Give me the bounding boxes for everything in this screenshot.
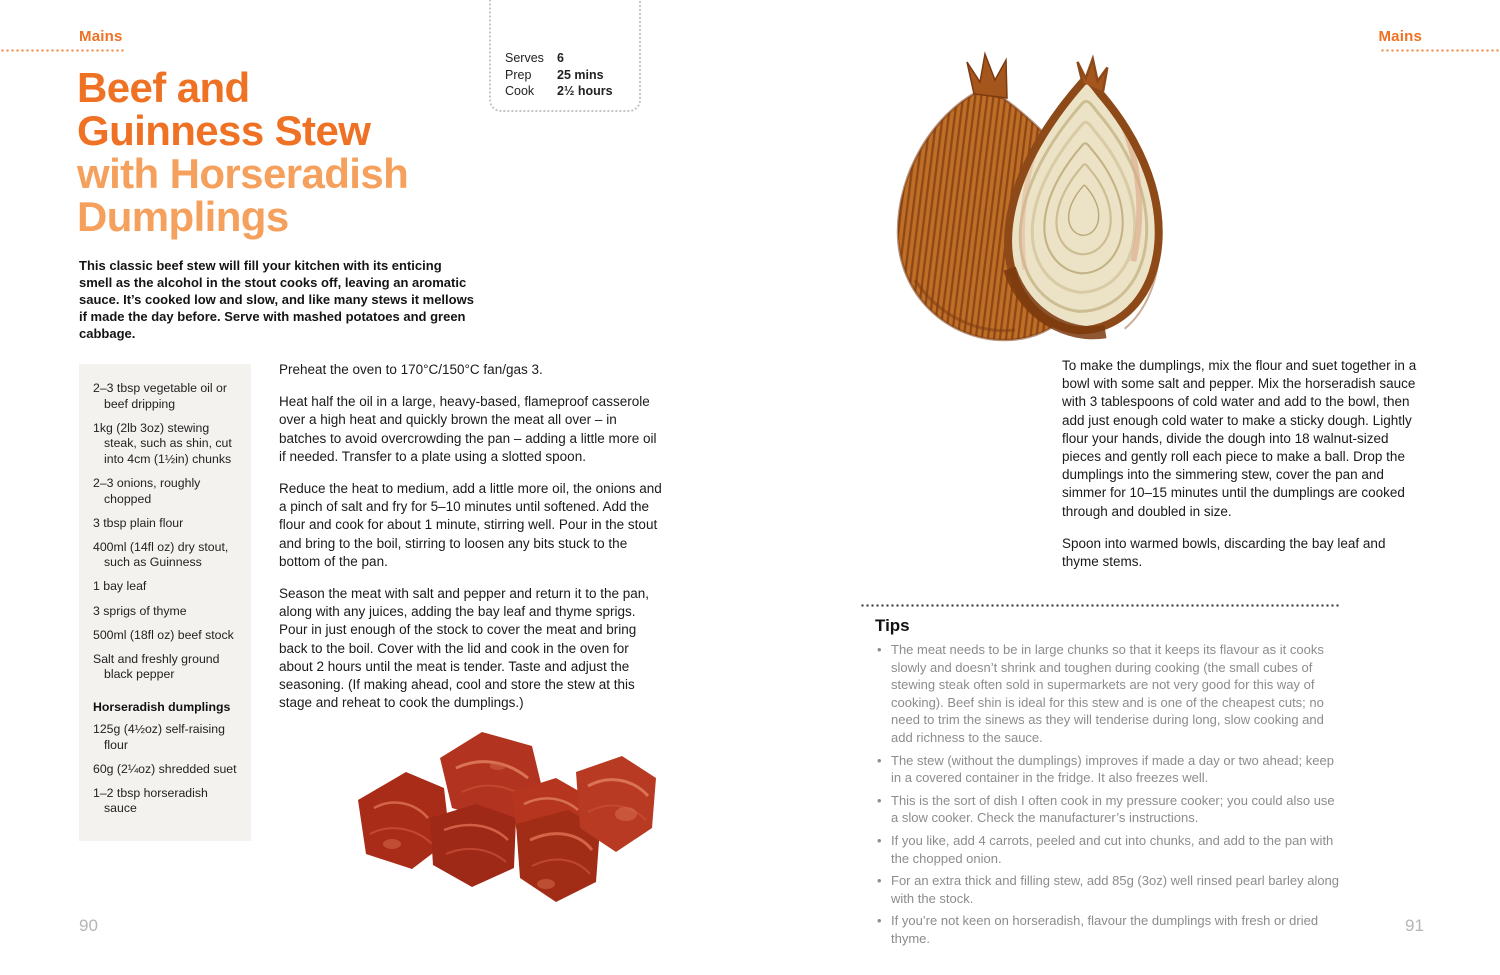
prep-label: Prep — [505, 67, 532, 82]
ingredient-item: 125g (4½oz) self-raising flour — [93, 721, 225, 752]
meta-row-serves — [505, 50, 639, 67]
title-line-2: Guinness Stew — [77, 107, 371, 154]
serves-value: 6 — [557, 51, 564, 65]
left-page-number: 90 — [79, 916, 98, 935]
tip-item: • The meat needs to be in large chunks so that it keeps its flavour as it cooks slowly and doesn’t shrink and toughen during cooking (the small cubes of stewing steak often sold in supermarkets are not very good for this way of cooking). Beef shin is ideal for this stew and is one of the cheapest cuts; no need to trim the sinews as they will tenderise during long, slow cooking and add richness to the sauce. — [875, 641, 1343, 747]
onion-illustration — [865, 50, 1185, 345]
tip-item: • For an extra thick and filling stew, add 85g (3oz) well rinsed pearl barley along with the stock. — [875, 872, 1343, 907]
recipe-intro: This classic beef stew will fill your kitchen with its enticing smell as the alcohol in the stout cooks off, leaving an aromatic sauce. It’s cooked low and slow, and like many stews it mellows if made the day before. Serve with mashed potatoes and green cabbage. — [79, 258, 474, 341]
title-line-1: Beef and — [77, 64, 250, 111]
dumpling-ingredients-list — [93, 722, 241, 817]
ingredient-item: 60g (2¼oz) shredded suet — [93, 761, 237, 776]
beef-chunks-illustration — [330, 722, 660, 912]
beef-chunk — [430, 804, 516, 887]
ingredient-item: 3 tbsp plain flour — [93, 515, 184, 530]
serves-label: Serves — [505, 51, 544, 65]
ingredients-list — [93, 381, 241, 683]
prep-value: 25 mins — [557, 67, 604, 82]
recipe-title — [77, 66, 557, 238]
ingredient-item: 1kg (2lb 3oz) stewing steak, such as shin, cut into 4cm (1½in) chunks — [93, 420, 232, 466]
ingredient-item: 2–3 tbsp vegetable oil or beef dripping — [93, 381, 227, 411]
method-paragraph: Heat half the oil in a large, heavy-based, flameproof casserole over a high heat and quickly brown the meat all over – in batches to avoid overcrowding the pan – adding a little more oil if needed. Transfer to a plate using a slotted spoon. — [279, 394, 657, 464]
ingredient-item: 400ml (14fl oz) dry stout, such as Guinness — [93, 539, 229, 570]
tip-item: • If you’re not keen on horseradish, flavour the dumplings with fresh or dried thyme. — [875, 912, 1343, 947]
ingredient-item: Salt and freshly ground black pepper — [93, 651, 220, 682]
right-page-number: 91 — [1405, 916, 1424, 935]
ingredient-item: 1–2 tbsp horseradish sauce — [93, 785, 208, 816]
dumplings-ingredients-heading: Horseradish dumplings — [93, 699, 231, 714]
title-line-4: Dumplings — [77, 193, 289, 240]
ingredient-item: 3 sprigs of thyme — [93, 603, 187, 618]
ingredient-item: 2–3 onions, roughly chopped — [93, 475, 201, 506]
ingredient-item: 500ml (18fl oz) beef stock — [93, 627, 234, 642]
tip-item: • If you like, add 4 carrots, peeled and cut into chunks, and add to the pan with the chopped onion. — [875, 832, 1343, 867]
tips-list — [875, 641, 1343, 953]
cook-value: 2½ hours — [557, 84, 613, 98]
tip-item: • This is the sort of dish I often cook in my pressure cooker; you could also use a slow cooker. Check the manufacturer’s instructions. — [875, 792, 1343, 827]
ingredients-panel — [79, 364, 251, 841]
method-paragraph: Preheat the oven to 170°C/150°C fan/gas 3. — [279, 362, 543, 377]
tips-dotted-rule — [860, 604, 1340, 607]
method-paragraph: To make the dumplings, mix the flour and suet together in a bowl with some salt and pepper. Mix the horseradish sauce with 3 tablespoons of cold water and add to the bowl, then add just enough cold water to make a sticky dough. Lightly flour your hands, divide the dough into 18 walnut-sized pieces and gently roll each piece to make a ball. Drop the dumplings into the simmering stew, cover the pan and simmer for 10–15 minutes until the dumplings are cooked through and doubled in size. — [1062, 358, 1417, 519]
tips-heading: Tips — [875, 616, 910, 635]
method-paragraph: Reduce the heat to medium, add a little more oil, the onions and a pinch of salt and fry for 5–10 minutes until softened. Add the flour and cook for about 1 minute, stirring well. Pour in the stout and bring to the boil, stirring to loosen any bits stuck to the bottom of the pan. — [279, 481, 662, 569]
halved-onion — [1003, 55, 1169, 336]
left-section-label: Mains — [79, 28, 123, 45]
tip-item: • The stew (without the dumplings) improves if made a day or two ahead; keep in a covered container in the fridge. It also freezes well. — [875, 752, 1343, 787]
method-paragraph: Season the meat with salt and pepper and return it to the pan, along with any juices, adding the bay leaf and thyme sprigs. Pour in just enough of the stock to cover the meat and bring back to the boil. Cover with the lid and cook in the oven for about 2 hours until the meat is tender. Taste and adjust the seasoning. (If making ahead, cool and store the stew at this stage and reheat to cook the dumplings.) — [279, 586, 649, 711]
ingredient-item: 1 bay leaf — [93, 579, 147, 594]
method-paragraph: Spoon into warmed bowls, discarding the bay leaf and thyme stems. — [1062, 535, 1386, 570]
cook-label: Cook — [505, 84, 535, 98]
dumplings-method-column — [1062, 357, 1424, 585]
right-header-dotted-rule — [1380, 49, 1500, 52]
left-header-dotted-rule — [0, 49, 124, 52]
method-column — [279, 361, 663, 726]
right-section-label: Mains — [1378, 28, 1422, 45]
title-line-3: with Horseradish — [77, 150, 409, 197]
